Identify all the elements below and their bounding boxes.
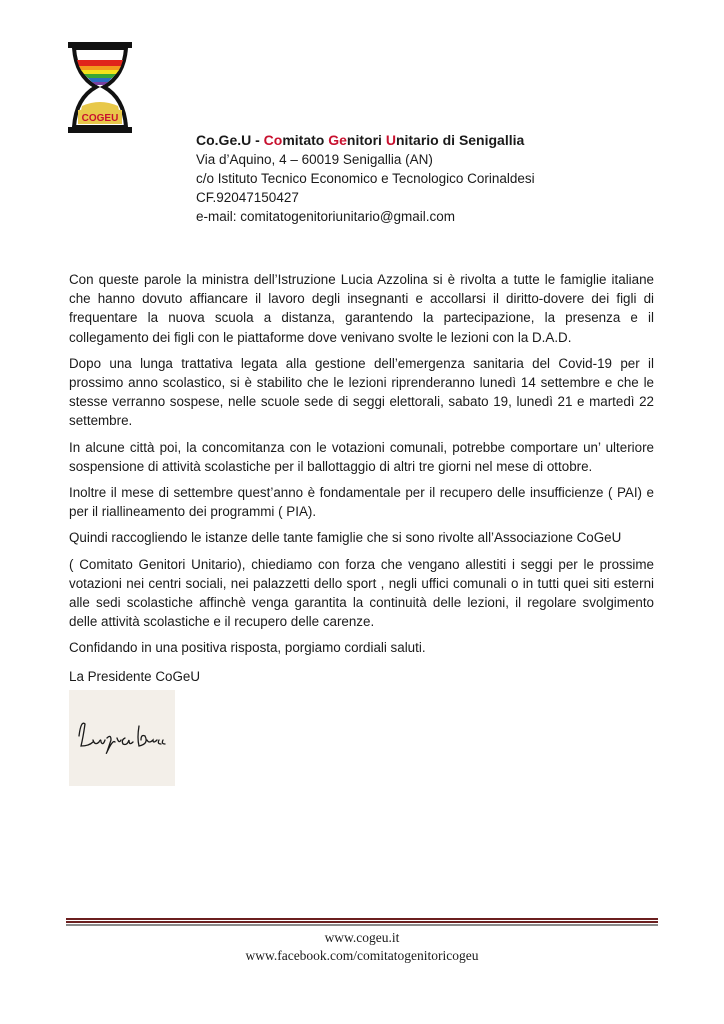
footer-facebook: www.facebook.com/comitatogenitoricogeu [245, 948, 479, 963]
handwritten-signature [69, 690, 175, 786]
logo-text: COGEU [81, 113, 119, 124]
cogeu-logo [60, 40, 140, 135]
org-part-ge: Ge [328, 132, 347, 148]
footer-website: www.cogeu.it [324, 930, 400, 945]
paragraph: Quindi raccogliendo le istanze delle tante famiglie che si sono rivolte all’Associazione CoGeU [69, 530, 622, 546]
institute-line: c/o Istituto Tecnico Economico e Tecnologico Corinaldesi [196, 171, 535, 186]
signature-label: La Presidente CoGeU [69, 669, 201, 684]
org-part-mitato: mitato [282, 132, 329, 148]
email-line: e-mail: comitatogenitoriunitario@gmail.com [196, 209, 456, 224]
paragraph: ( Comitato Genitori Unitario), chiediamo con forza che vengano allestiti i seggi per le prossime votazioni nei centri sociali, nei palazzetti dello sport , negli uffici comunali o in tutti quei siti esterni alle sedi scolastiche affinchè venga garantita la continuità delle lezioni, il regolare svolgimento delle attività scolastiche e il recupero delle carenze. [69, 556, 654, 630]
org-prefix: Co.Ge.U - [196, 132, 264, 148]
letter-body [69, 270, 654, 665]
org-part-nitario: nitario di Senigallia [395, 132, 525, 148]
paragraph: Con queste parole la ministra dell’Istruzione Lucia Azzolina si è rivolta a tutte le famiglie italiane che hanno dovuto affiancare il lavoro degli insegnanti e accollarsi il diritto-dovere dei figli di frequentare la nuova scuola a distanza, garantendo la partecipazione, la presenza e il collegamento dei figli con le piattaforme dove venivano svolte le lezioni con la D.A.D. [69, 272, 654, 345]
address-line: Via d’Aquino, 4 – 60019 Senigallia (AN) [196, 152, 433, 167]
paragraph: In alcune città poi, la concomitanza con le votazioni comunali, potrebbe comportare un’ ulteriore sospensione di attività scolastiche per il ballottaggio di altri tre giorni nel mese di ottobre. [69, 439, 654, 474]
paragraph: Dopo una lunga trattativa legata alla gestione dell’emergenza sanitaria del Covid-19 per il prossimo anno scolastico, si è stabilito che le lezioni riprenderanno lunedì 14 settembre e che le stesse verranno sospese, nelle scuole sede di seggi elettorali, sabato 19, lunedì 21 e martedì 22 settembre. [69, 355, 654, 429]
org-part-nitori: nitori [346, 132, 386, 148]
org-name [196, 131, 535, 150]
org-part-co: Co [263, 132, 283, 148]
paragraph: Inoltre il mese di settembre quest’anno è fondamentale per il recupero delle insufficienze ( PAI) e per il riallineamento dei programmi ( PIA). [69, 485, 654, 520]
letterhead [196, 131, 535, 226]
footer-divider [66, 918, 658, 927]
org-part-u: U [385, 132, 396, 148]
cf-line: CF.92047150427 [196, 190, 299, 205]
paragraph: Confidando in una positiva risposta, porgiamo cordiali saluti. [69, 640, 426, 656]
